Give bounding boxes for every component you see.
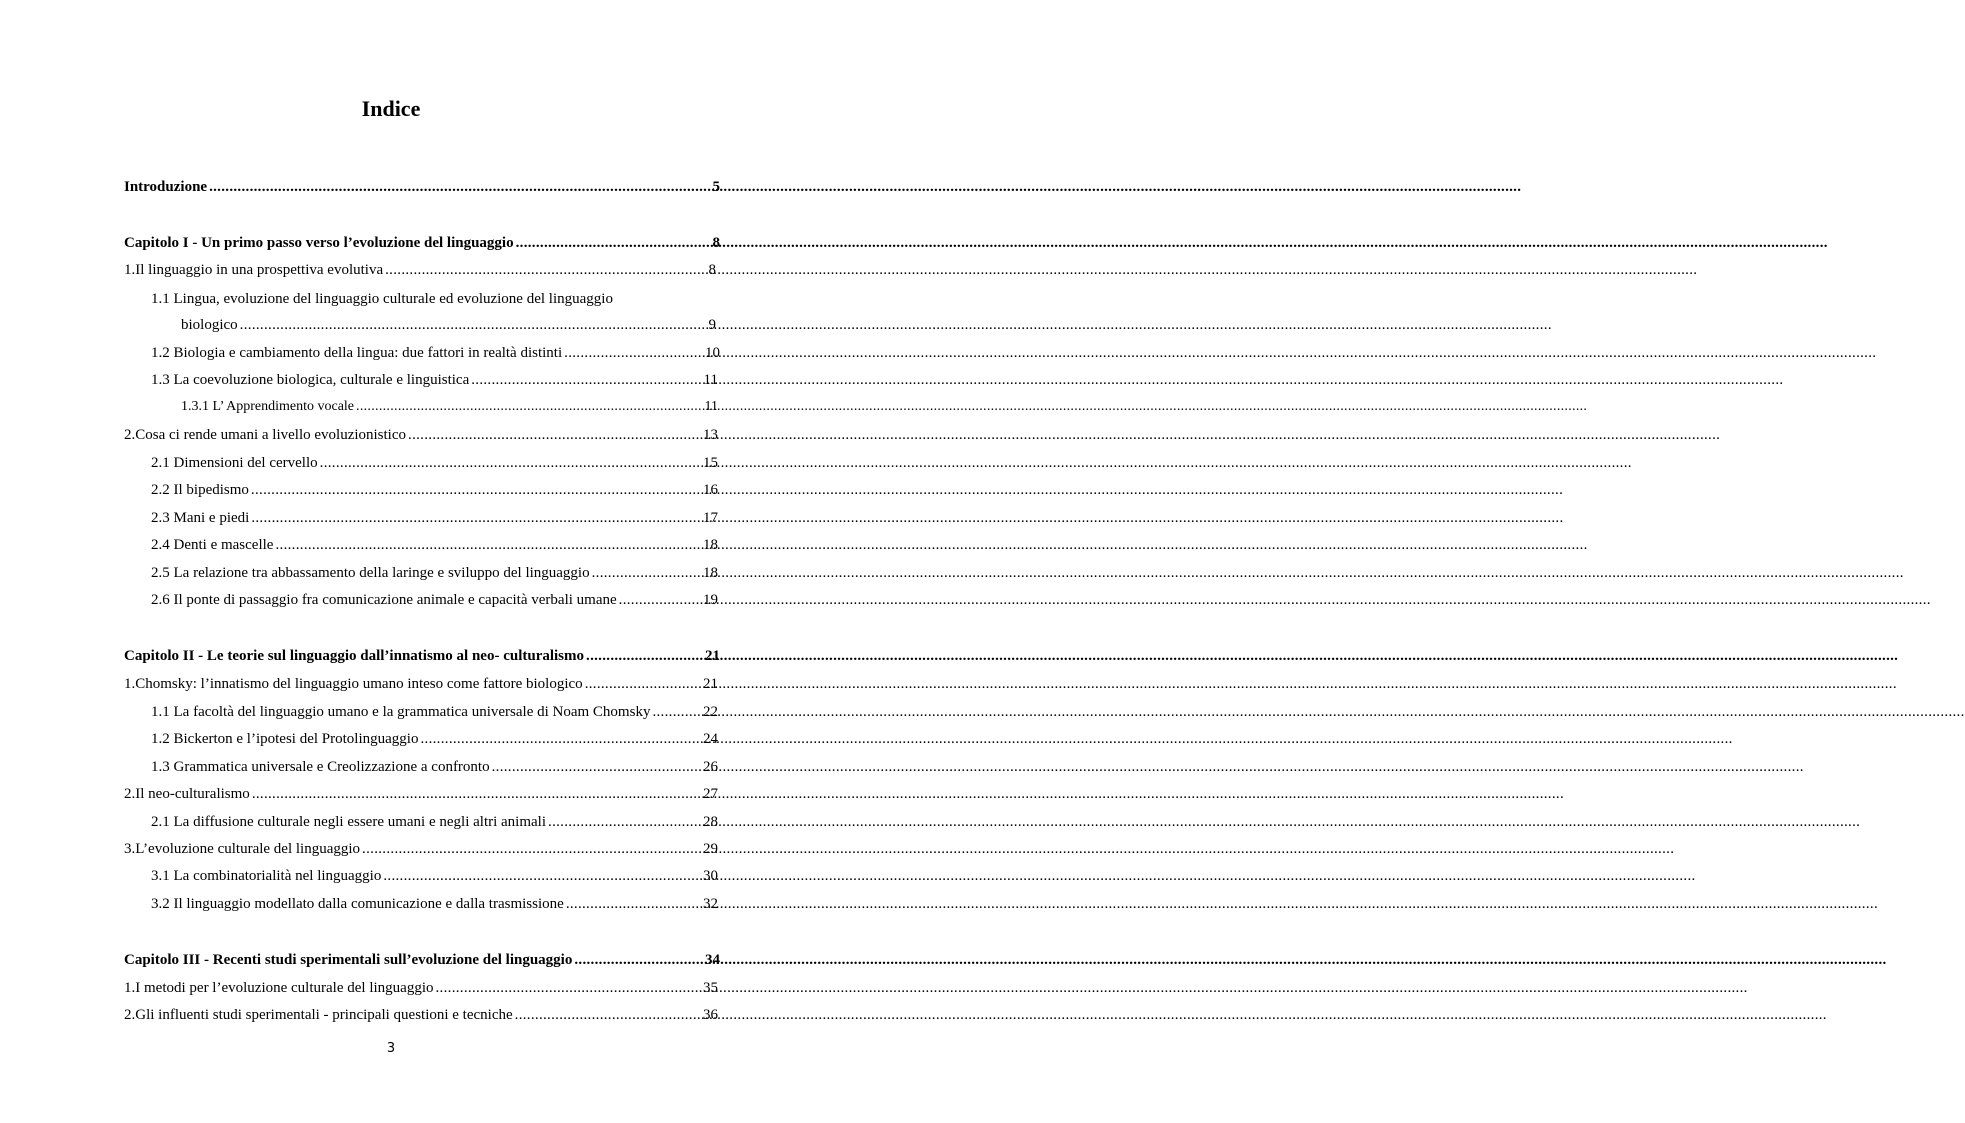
toc-entry-label: 2.6 Il ponte di passaggio fra comunicazione animale e capacità verbali umane xyxy=(151,592,617,608)
toc-entry-label: 1.1 La facoltà del linguaggio umano e la grammatica universale di Noam Chomsky xyxy=(151,704,651,720)
dot-leader xyxy=(320,453,701,473)
toc-entry-label: Cosa ci rende umani a livello evoluzionistico xyxy=(135,427,407,443)
toc-entry-1-1[interactable] xyxy=(124,260,716,280)
dot-leader xyxy=(548,812,701,832)
toc-entry-label: 1.3 La coevoluzione biologica, culturale e linguistica xyxy=(151,372,470,388)
toc-entry-1-2-2[interactable] xyxy=(151,480,718,500)
toc-entry-page: 29 xyxy=(703,841,718,857)
toc-entry-2-2-1[interactable] xyxy=(151,812,718,832)
toc-entry-page: 18 xyxy=(703,537,718,553)
toc-entry-page: 34 xyxy=(705,952,720,968)
toc-entry-label: 2.1 Dimensioni del cervello xyxy=(151,455,318,471)
dot-leader xyxy=(516,233,711,253)
page-title: Indice xyxy=(361,96,421,121)
dot-leader xyxy=(420,729,701,749)
toc-entry-2-2[interactable] xyxy=(124,784,718,804)
toc-entry-number: 1. xyxy=(124,676,136,692)
toc-entry-2-1-1[interactable] xyxy=(151,702,718,722)
toc-entry-label: Gli influenti studi sperimentali - principali questioni e tecniche xyxy=(135,1007,513,1023)
toc-entry-label: Capitolo II - Le teorie sul linguaggio dall’innatismo al neo- culturalismo xyxy=(124,648,585,664)
toc-entry-page: 13 xyxy=(703,427,718,443)
toc-entry-page: 30 xyxy=(703,868,718,884)
toc-entry-1-2-5[interactable] xyxy=(151,563,718,583)
toc-entry-label: biologico xyxy=(181,317,238,333)
toc-entry-number: 2. xyxy=(124,786,136,802)
toc-entry-page: 28 xyxy=(703,814,718,830)
toc-entry-label: Chomsky: l’innatismo del linguaggio umano inteso come fattore biologico xyxy=(135,676,583,692)
toc-entry-page: 35 xyxy=(703,980,718,996)
toc-entry-1-2-3[interactable] xyxy=(151,508,718,528)
toc-entry-page: 16 xyxy=(703,482,718,498)
toc-entry-page: 15 xyxy=(703,455,718,471)
toc-entry-1-1-2[interactable] xyxy=(151,343,720,363)
dot-leader xyxy=(471,370,701,390)
toc-entry-number: 2. xyxy=(124,427,136,443)
toc-entry-2-1[interactable] xyxy=(124,674,718,694)
toc-entry-number: 1. xyxy=(124,262,136,278)
toc-entry-label: Capitolo I - Un primo passo verso l’evoluzione del linguaggio xyxy=(124,235,514,251)
toc-entry-page: 8 xyxy=(712,235,720,251)
dot-leader xyxy=(356,397,702,417)
toc-entry-label: 2.5 La relazione tra abbassamento della laringe e sviluppo del linguaggio xyxy=(151,565,590,581)
dot-leader xyxy=(586,646,703,666)
toc-entry-number: 3. xyxy=(124,841,136,857)
toc-entry-page: 27 xyxy=(703,786,718,802)
toc-entry-page: 19 xyxy=(703,592,718,608)
dot-leader xyxy=(574,950,703,970)
dot-leader xyxy=(408,425,701,445)
toc-entry-label: 2.4 Denti e mascelle xyxy=(151,537,274,553)
toc-entry-2-3[interactable] xyxy=(124,839,718,859)
toc-entry-label: 3.1 La combinatorialità nel linguaggio xyxy=(151,868,382,884)
toc-entry-1-1-3[interactable] xyxy=(151,370,718,390)
toc-entry-label: Introduzione xyxy=(124,179,208,195)
toc-entry-page: 17 xyxy=(703,510,718,526)
dot-leader xyxy=(252,784,701,804)
toc-entry-page: 11 xyxy=(703,372,718,388)
dot-leader xyxy=(251,480,701,500)
toc-entry-label: 3.2 Il linguaggio modellato dalla comunicazione e dalla trasmissione xyxy=(151,896,564,912)
toc-entry-label: 1.3.1 L’ Apprendimento vocale xyxy=(181,399,355,414)
toc-entry-2-1-3[interactable] xyxy=(151,757,718,777)
toc-entry-1-2-4[interactable] xyxy=(151,535,718,555)
dot-leader xyxy=(564,343,703,363)
toc-entry-page: 18 xyxy=(703,565,718,581)
dot-leader xyxy=(209,177,710,197)
toc-entry-label: L’evoluzione culturale del linguaggio xyxy=(135,841,361,857)
toc-entry-introduzione[interactable] xyxy=(124,177,720,197)
toc-entry-2-3-1[interactable] xyxy=(151,866,718,886)
toc-chapter-3[interactable] xyxy=(124,950,720,970)
toc-entry-label: 1.3 Grammatica universale e Creolizzazione a confronto xyxy=(151,759,490,775)
dot-leader xyxy=(585,674,701,694)
toc-chapter-1[interactable] xyxy=(124,233,720,253)
dot-leader xyxy=(362,839,701,859)
dot-leader xyxy=(652,702,701,722)
toc-entry-page: 36 xyxy=(703,1007,718,1023)
toc-entry-1-1-1[interactable] xyxy=(181,315,716,335)
toc-entry-page: 24 xyxy=(703,731,718,747)
toc-entry-2-1-2[interactable] xyxy=(151,729,718,749)
toc-entry-page: 5 xyxy=(712,179,720,195)
toc-entry-label: 2.2 Il bipedismo xyxy=(151,482,249,498)
toc-entry-1-1-3-1[interactable] xyxy=(181,397,718,417)
page-number: 3 xyxy=(386,1041,396,1056)
dot-leader xyxy=(385,260,706,280)
toc-entry-label: 1.2 Biologia e cambiamento della lingua: due fattori in realtà distinti xyxy=(151,345,563,361)
toc-entry-3-1[interactable] xyxy=(124,978,718,998)
toc-entry-2-3-2[interactable] xyxy=(151,894,718,914)
toc-entry-label: Capitolo III - Recenti studi sperimentali sull’evoluzione del linguaggio xyxy=(124,952,573,968)
toc-entry-label: I metodi per l’evoluzione culturale del linguaggio xyxy=(135,980,434,996)
toc-chapter-2[interactable] xyxy=(124,646,720,666)
dot-leader xyxy=(619,590,701,610)
toc-entry-page: 21 xyxy=(703,676,718,692)
dot-leader xyxy=(436,978,702,998)
toc-entry-label: 1.2 Bickerton e l’ipotesi del Protolinguaggio xyxy=(151,731,419,747)
toc-entry-page: 22 xyxy=(703,704,718,720)
toc-entry-label: 2.3 Mani e piedi xyxy=(151,510,250,526)
toc-entry-label: Il neo-culturalismo xyxy=(135,786,250,802)
dot-leader xyxy=(240,315,707,335)
toc-entry-page: 32 xyxy=(703,896,718,912)
toc-entry-page: 8 xyxy=(708,262,716,278)
toc-entry-1-2-1[interactable] xyxy=(151,453,718,473)
dot-leader xyxy=(251,508,701,528)
dot-leader xyxy=(566,894,701,914)
dot-leader xyxy=(275,535,701,555)
toc-entry-1-2-6[interactable] xyxy=(151,590,718,610)
dot-leader xyxy=(515,1005,701,1025)
table-of-contents xyxy=(0,0,794,1123)
toc-entry-label: Il linguaggio in una prospettiva evolutiva xyxy=(135,262,384,278)
toc-entry-page: 9 xyxy=(708,317,716,333)
toc-entry-page: 21 xyxy=(705,648,720,664)
toc-entry-page: 11 xyxy=(704,399,718,414)
toc-entry-label: 2.1 La diffusione culturale negli essere umani e negli altri animali xyxy=(151,814,547,830)
dot-leader xyxy=(383,866,701,886)
toc-entry-1-2[interactable] xyxy=(124,425,718,445)
toc-entry-page: 10 xyxy=(705,345,720,361)
dot-leader xyxy=(592,563,701,583)
toc-entry-3-2[interactable] xyxy=(124,1005,718,1025)
toc-entry-number: 2. xyxy=(124,1007,136,1023)
toc-entry-1-1-1-line1[interactable]: 1.1 Lingua, evoluzione del linguaggio culturale ed evoluzione del linguaggio xyxy=(151,291,613,307)
toc-entry-number: 1. xyxy=(124,980,136,996)
dot-leader xyxy=(492,757,701,777)
toc-entry-page: 26 xyxy=(703,759,718,775)
